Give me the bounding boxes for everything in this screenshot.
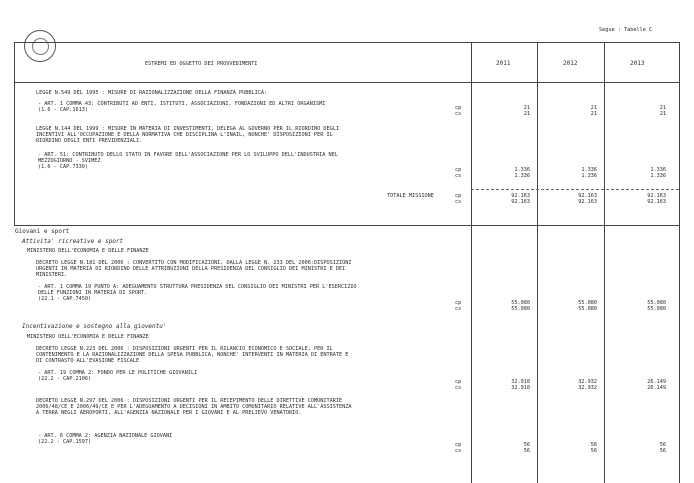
b5-cp-2012: 56 [590,442,597,448]
emblem-logo [24,30,56,62]
cap-7450: (22.1 - CAP.7450) [38,296,92,302]
header-title: ESTREMI ED OGGETTO DEI PROVVEDIMENTI [145,61,258,67]
b4-cs-2011: 32.910 [511,385,530,391]
dl-181-2006-line3: MINISTERI. [36,272,68,278]
b1-cp-2012: 21 [590,105,597,111]
law-144-1999-line2: INCENTIVI ALL'OCCUPAZIONE E DELLA NORMATIVA CHE DISCIPLINA L'INAIL, NONCHE' DISPOSIZIONI PER IL [36,132,333,138]
cap-1613: (1.6 - CAP.1613) [38,107,88,113]
law-549-1995: LEGGE N.549 DEL 1995 : MISURE DI RAZIONALIZZAZIONE DELLA FINANZA PUBBLICA: [36,90,268,96]
cs-label: cs [455,111,462,117]
cs-label: cs [455,306,462,312]
cp-label: cp [455,167,462,173]
b5-cs-2011: 56 [523,448,530,454]
program-title-gioventu: Incentivazione e sostegno alla gioventu' [22,323,167,330]
b2-cs-2011: 1.336 [514,173,530,179]
art-1-comma-43: - ART. 1 COMMA 43: CONTRIBUTI AD ENTI, ISTITUTI, ASSOCIAZIONI, FONDAZIONI ED ALTRI ORGANISMI [38,101,326,107]
art-19-comma-2: - ART. 19 COMMA 2: FONDO PER LE POLITICHE GIOVANILI [38,370,198,376]
dl-181-2006-line1: DECRETO LEGGE N.181 DEL 2006 : CONVERTITO CON MODIFICAZIONI, DALLA LEGGE N. 233 DEL 2006:DISPOSIZIONI [36,260,352,266]
col-divider-2013 [604,42,605,483]
b5-cp-2013: 56 [659,442,666,448]
totale-missione-label: TOTALE MISSIONE [387,193,434,199]
col-divider-2012 [537,42,538,483]
dl-297-2006-line1: DECRETO LEGGE N.297 DEL 2006 : DISPOSIZIONI URGENTI PER IL RECEPIMENTO DELLE DIRETTIVE COMUNITARIE [36,398,343,404]
cp-label: cp [455,193,462,199]
dl-223-2006-line3: DI CONTRASTO ALL'EVASIONE FISCALE [36,358,140,364]
cp-label: cp [455,105,462,111]
b1-cs-2012: 21 [590,111,597,117]
art-51-line1: - ART. 51: CONTRIBUTO DELLO STATO IN FAVORE DELL'ASSOCIAZIONE PER LO SVILUPPO DELL'INDUSTRIA NEL [38,152,338,158]
cp-label: cp [455,300,462,306]
cap-7330: (1.6 - CAP.7330) [38,164,88,170]
year-2013-header: 2013 [630,60,645,67]
table-top-border [14,42,680,43]
dl-223-2006-line1: DECRETO LEGGE N.223 DEL 2006 : DISPOSIZIONI URGENTI PER IL RILANCIO ECONOMICO E SOCIALE, PER IL [36,346,333,352]
cap-1597: (22.2 - CAP.1597) [38,439,92,445]
b2-cp-2013: 1.336 [650,167,666,173]
section-divider [14,225,680,226]
b1-cp-2011: 21 [523,105,530,111]
b3-cs-2013: 55.080 [647,306,666,312]
mission-title: Giovani e sport [15,228,70,235]
header-bottom-border [14,82,680,83]
law-144-1999-line3: RIORDINO DEGLI ENTI PREVIDENZIALI. [36,138,143,144]
dl-297-2006-line2: 2006/48/CE E 2006/49/CE E PER L'ADEGUAMENTO A DECISIONI IN AMBITO COMUNITARIO RELATIVE ALL'ASSISTENZA [36,404,352,410]
law-144-1999-line1: LEGGE N.144 DEL 1999 : MISURE IN MATERIA DI INVESTIMENTI, DELEGA AL GOVERNO PER IL RIORDINO DEGLI [36,126,339,132]
year-2012-header: 2012 [563,60,578,67]
program-title-sport: Attivita' ricreative e sport [22,238,124,245]
ministry-label: MINISTERO DELL'ECONOMIA E DELLE FINANZE [27,248,149,254]
art-1-comma-19-line1: - ART. 1 COMMA 19 PUNTO A: ADEGUAMENTO STRUTTURA PRESIDENZA DEL CONSIGLIO DEI MINISTRI PER L'ESERCIZIO [38,284,357,290]
b4-cs-2012: 32.932 [578,385,597,391]
b3-cs-2011: 55.080 [511,306,530,312]
b2-cp-2011: 1.336 [514,167,530,173]
dl-181-2006-line2: URGENTI IN MATERIA DI RIORDINO DELLE ATTRIBUZIONI DELLA PRESIDENZA DEL CONSIGLIO DEI MINISTRI E DEI [36,266,346,272]
totale-cp-2011: 92.163 [511,193,530,199]
cs-label: cs [455,173,462,179]
cp-label: cp [455,442,462,448]
cs-label: cs [455,199,462,205]
b3-cp-2011: 55.080 [511,300,530,306]
b2-cs-2013: 1.336 [650,173,666,179]
b4-cp-2012: 32.932 [578,379,597,385]
b4-cp-2011: 32.910 [511,379,530,385]
b5-cs-2013: 56 [659,448,666,454]
totale-cp-2012: 92.163 [578,193,597,199]
b5-cp-2011: 56 [523,442,530,448]
b3-cp-2012: 55.080 [578,300,597,306]
totale-cs-2011: 92.163 [511,199,530,205]
b1-cs-2011: 21 [523,111,530,117]
continuation-label: Segue : Tabelle C [599,27,653,33]
totale-cs-2013: 92.163 [647,199,666,205]
b1-cp-2013: 21 [659,105,666,111]
totale-cp-2013: 92.163 [647,193,666,199]
cs-label: cs [455,448,462,454]
dl-223-2006-line2: CONTENIMENTO E LA RAZIONALIZZAZIONE DELLA SPESA PUBBLICA, NONCHE' INTERVENTI IN MATERIA DI ENTRATE E [36,352,349,358]
table-left-border [14,42,15,225]
b3-cp-2013: 55.080 [647,300,666,306]
b3-cs-2012: 55.080 [578,306,597,312]
col-divider-2011 [471,42,472,483]
totale-cs-2012: 92.163 [578,199,597,205]
art-1-comma-19-line2: DELLE FUNZIONI IN MATERIA DI SPORT. [38,290,148,296]
table-right-border [679,42,680,483]
b4-cs-2013: 26.149 [647,385,666,391]
cs-label: cs [455,385,462,391]
b4-cp-2013: 26.149 [647,379,666,385]
dl-297-2006-line3: A TERRA NEGLI AEROPORTI, ALL'AGENZIA NAZIONALE PER I GIOVANI E AL PRELIEVO VENATORIO. [36,410,302,416]
b1-cs-2013: 21 [659,111,666,117]
cap-2106: (22.2 - CAP.2106) [38,376,92,382]
cp-label: cp [455,379,462,385]
year-2011-header: 2011 [496,60,511,67]
b2-cs-2012: 1.336 [581,173,597,179]
art-51-line2: MEZZOGIORNO - SVIMEZ [38,158,101,164]
art-6-comma-2: - ART. 6 COMMA 2: AGENZIA NAZIONALE GIOVANI [38,433,173,439]
ministry-label: MINISTERO DELL'ECONOMIA E DELLE FINANZE [27,334,149,340]
totale-dash-line [471,189,679,190]
b5-cs-2012: 56 [590,448,597,454]
b2-cp-2012: 1.336 [581,167,597,173]
